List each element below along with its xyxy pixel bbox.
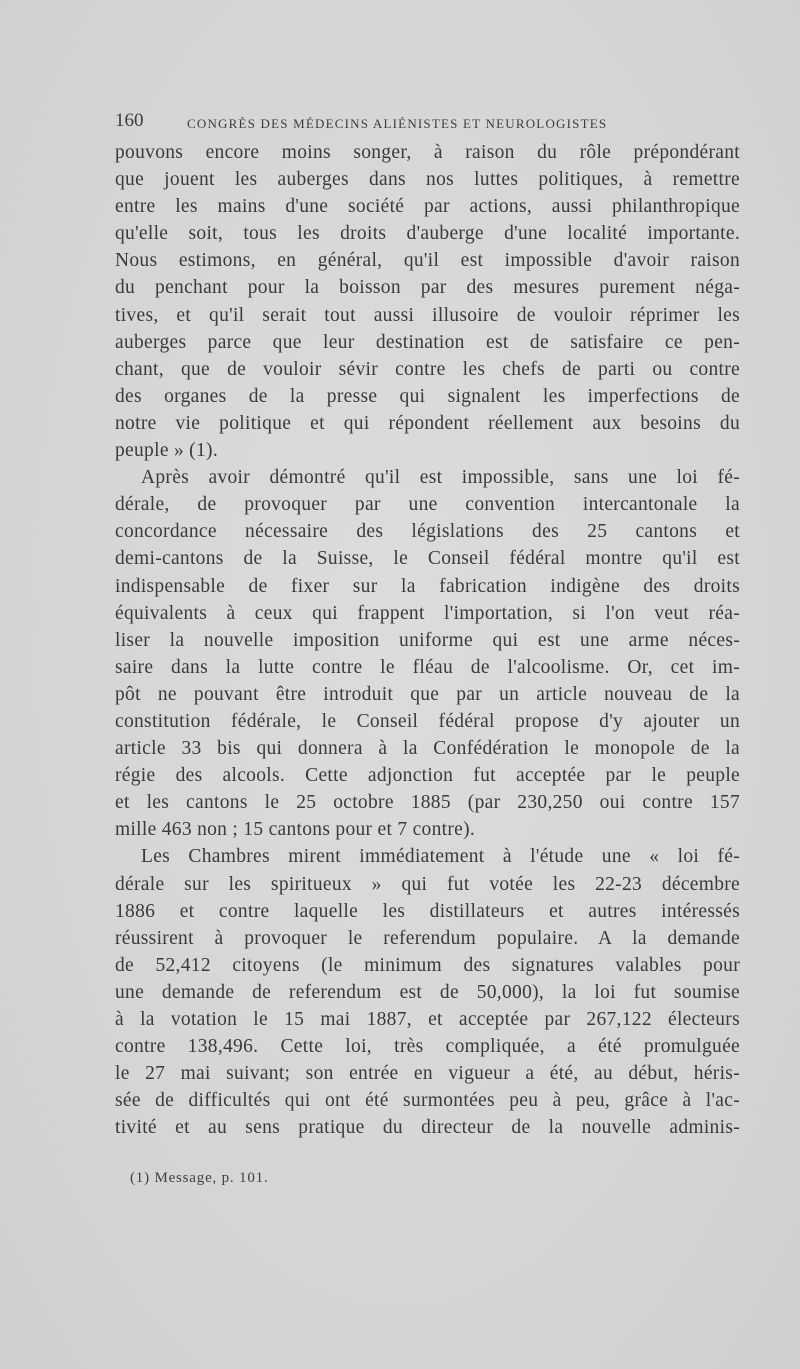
footnote: (1) Message, p. 101. bbox=[130, 1170, 269, 1186]
text-line: des organes de la presse qui signalent les imperfections de bbox=[115, 385, 740, 407]
text-line: et les cantons le 25 octobre 1885 (par 230,250 oui contre 157 bbox=[115, 792, 740, 814]
text-line: dérale sur les spiritueux » qui fut votée les 22-23 décembre bbox=[115, 873, 740, 895]
text-line: indispensable de fixer sur la fabrication indigène des droits bbox=[115, 575, 740, 597]
text-line: que jouent les auberges dans nos luttes politiques, à remettre bbox=[115, 169, 740, 191]
text-line: de 52,412 citoyens (le minimum des signatures valables pour bbox=[115, 954, 740, 976]
text-line: mille 463 non ; 15 cantons pour et 7 contre). bbox=[115, 819, 476, 841]
text-line: contre 138,496. Cette loi, très compliquée, a été promulguée bbox=[115, 1036, 740, 1058]
text-line: saire dans la lutte contre le fléau de l'alcoolisme. Or, cet im- bbox=[115, 656, 740, 678]
running-title: CONGRÈS DES MÉDECINS ALIÉNISTES ET NEUROLOGISTES bbox=[187, 116, 608, 131]
text-line: une demande de referendum est de 50,000), la loi fut soumise bbox=[115, 981, 740, 1003]
text-line: régie des alcools. Cette adjonction fut acceptée par le peuple bbox=[115, 765, 740, 787]
text-line: tives, et qu'il serait tout aussi illusoire de vouloir réprimer les bbox=[115, 304, 740, 326]
text-line: du penchant pour la boisson par des mesures purement néga- bbox=[115, 277, 740, 299]
running-header bbox=[115, 110, 675, 140]
text-line: article 33 bis qui donnera à la Confédération le monopole de la bbox=[115, 738, 740, 760]
text-line: notre vie politique et qui répondent réellement aux besoins du bbox=[115, 412, 740, 434]
text-line: pouvons encore moins songer, à raison du rôle prépondérant bbox=[115, 142, 740, 163]
text-line: dérale, de provoquer par une convention intercantonale la bbox=[115, 494, 740, 516]
text-line: à la votation le 15 mai 1887, et acceptée par 267,122 électeurs bbox=[115, 1009, 740, 1030]
text-line: liser la nouvelle imposition uniforme qui est une arme néces- bbox=[115, 629, 740, 651]
text-line: pôt ne pouvant être introduit que par un article nouveau de la bbox=[115, 683, 740, 705]
body-text bbox=[115, 139, 740, 1141]
text-line: constitution fédérale, le Conseil fédéral propose d'y ajouter un bbox=[115, 710, 740, 732]
text-line: 1886 et contre laquelle les distillateurs et autres intéressés bbox=[115, 900, 740, 922]
text-line: chant, que de vouloir sévir contre les chefs de parti ou contre bbox=[115, 358, 740, 380]
text-line: Nous estimons, en général, qu'il est impossible d'avoir raison bbox=[115, 250, 740, 272]
text-line: qu'elle soit, tous les droits d'auberge d'une localité importante. bbox=[115, 223, 740, 245]
text-line: équivalents à ceux qui frappent l'importation, si l'on veut réa- bbox=[115, 602, 740, 624]
text-line: le 27 mai suivant; son entrée en vigueur a été, au début, héris- bbox=[115, 1063, 740, 1085]
text-line: concordance nécessaire des législations des 25 cantons et bbox=[115, 521, 740, 543]
text-line: demi-cantons de la Suisse, le Conseil fédéral montre qu'il est bbox=[115, 548, 740, 570]
text-line: peuple » (1). bbox=[115, 440, 218, 462]
text-line: tivité et au sens pratique du directeur de la nouvelle adminis- bbox=[115, 1117, 740, 1139]
text-line: entre les mains d'une société par actions, aussi philanthropique bbox=[115, 196, 740, 218]
page-number: 160 bbox=[115, 110, 144, 131]
text-line: Après avoir démontré qu'il est impossible, sans une loi fé- bbox=[141, 467, 740, 489]
text-line: réussirent à provoquer le referendum populaire. A la demande bbox=[115, 927, 740, 949]
text-line: auberges parce que leur destination est de satisfaire ce pen- bbox=[115, 331, 740, 353]
text-line: Les Chambres mirent immédiatement à l'étude une « loi fé- bbox=[141, 846, 740, 868]
text-line: sée de difficultés qui ont été surmontées peu à peu, grâce à l'ac- bbox=[115, 1090, 740, 1112]
